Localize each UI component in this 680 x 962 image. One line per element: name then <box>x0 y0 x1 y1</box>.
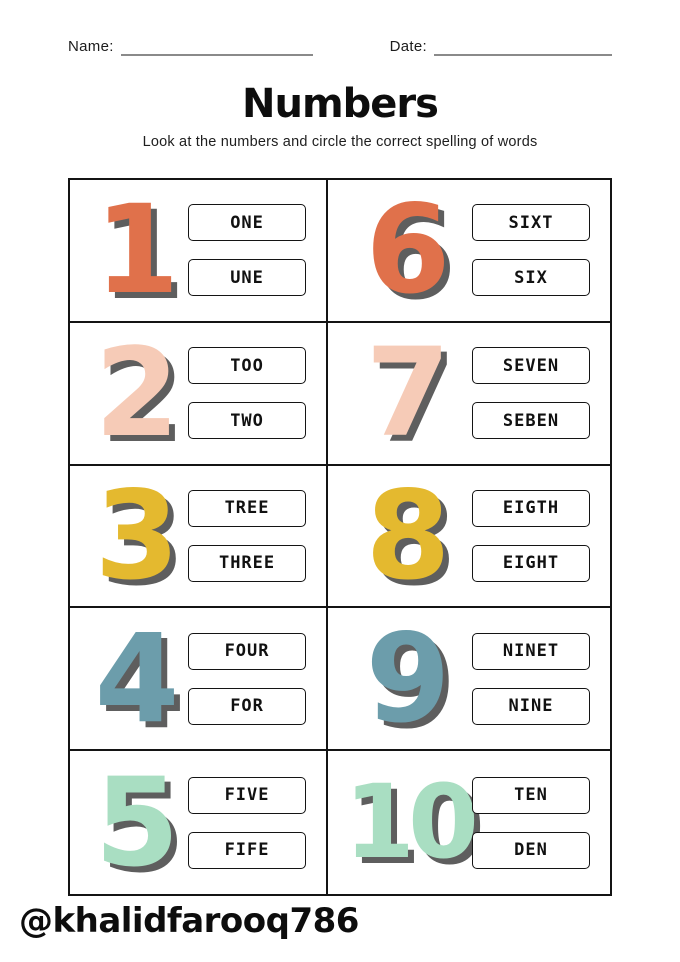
option-box[interactable]: EIGTH <box>472 490 590 527</box>
big-number-1: 1 <box>94 179 180 322</box>
option-box[interactable]: TREE <box>188 490 306 527</box>
options-group <box>472 777 590 869</box>
options-group <box>472 490 590 582</box>
options-group <box>472 204 590 296</box>
big-number-9: 9 <box>365 607 451 750</box>
big-number-10: 10 <box>344 762 472 882</box>
name-field <box>68 38 313 56</box>
date-field <box>390 38 612 56</box>
options-group <box>188 204 306 296</box>
option-box[interactable]: SEVEN <box>472 347 590 384</box>
option-box[interactable]: NINET <box>472 633 590 670</box>
option-box[interactable]: ONE <box>188 204 306 241</box>
option-box[interactable]: FOR <box>188 688 306 725</box>
options-group <box>188 347 306 439</box>
author-credit: @khalidfarooq786 <box>19 901 359 941</box>
cell-number-10 <box>328 751 610 894</box>
option-box[interactable]: UNE <box>188 259 306 296</box>
big-number-7: 7 <box>365 322 451 465</box>
options-group <box>472 347 590 439</box>
big-number-3: 3 <box>94 464 180 607</box>
option-box[interactable]: FIVE <box>188 777 306 814</box>
option-box[interactable]: FOUR <box>188 633 306 670</box>
cell-number-3 <box>70 466 328 609</box>
cell-number-5 <box>70 751 328 894</box>
big-number-6: 6 <box>365 179 451 322</box>
options-group <box>188 777 306 869</box>
big-number-8: 8 <box>365 464 451 607</box>
worksheet-grid <box>68 178 612 896</box>
cell-number-8 <box>328 466 610 609</box>
big-number-5: 5 <box>94 751 180 894</box>
name-label: Name: <box>68 38 114 55</box>
options-group <box>472 633 590 725</box>
option-box[interactable]: EIGHT <box>472 545 590 582</box>
options-group <box>188 633 306 725</box>
option-box[interactable]: THREE <box>188 545 306 582</box>
cell-number-9 <box>328 608 610 751</box>
cell-number-4 <box>70 608 328 751</box>
options-group <box>188 490 306 582</box>
option-box[interactable]: SEBEN <box>472 402 590 439</box>
option-box[interactable]: SIX <box>472 259 590 296</box>
header-bar <box>68 38 612 56</box>
cell-number-2 <box>70 323 328 466</box>
option-box[interactable]: DEN <box>472 832 590 869</box>
name-blank-line[interactable] <box>121 39 313 56</box>
cell-number-1 <box>70 180 328 323</box>
option-box[interactable]: TOO <box>188 347 306 384</box>
big-number-4: 4 <box>94 607 180 750</box>
page-title: Numbers <box>242 81 438 127</box>
option-box[interactable]: TWO <box>188 402 306 439</box>
option-box[interactable]: TEN <box>472 777 590 814</box>
option-box[interactable]: SIXT <box>472 204 590 241</box>
cell-number-6 <box>328 180 610 323</box>
instructions-text: Look at the numbers and circle the correct spelling of words <box>142 134 538 150</box>
date-label: Date: <box>389 38 427 55</box>
big-number-2: 2 <box>94 322 180 465</box>
cell-number-7 <box>328 323 610 466</box>
option-box[interactable]: NINE <box>472 688 590 725</box>
date-blank-line[interactable] <box>434 39 612 56</box>
option-box[interactable]: FIFE <box>188 832 306 869</box>
